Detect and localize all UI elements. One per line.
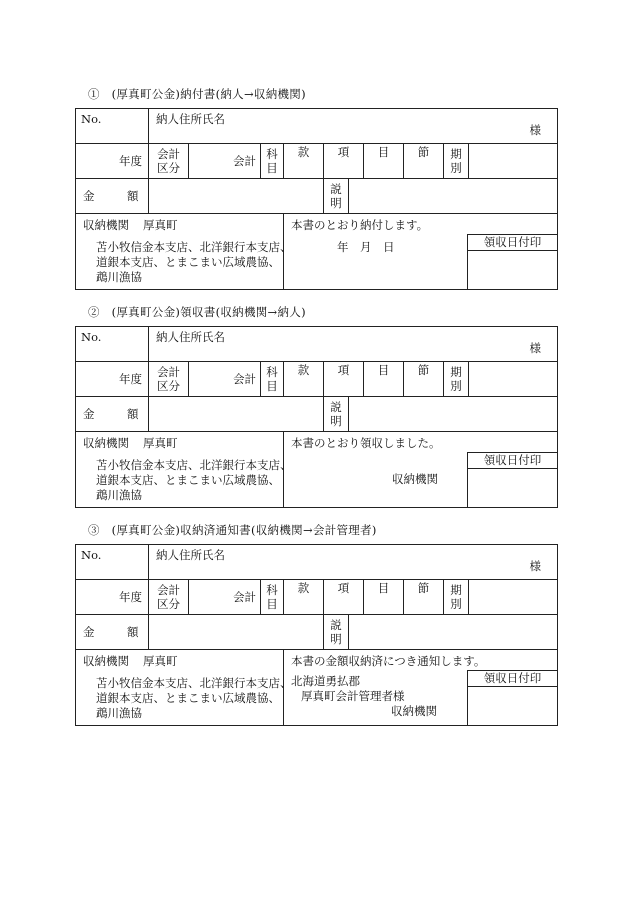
kaikei-kubun-cell	[149, 362, 189, 397]
right-cell	[284, 432, 558, 508]
bank-list	[96, 458, 301, 503]
no-label: No.	[81, 112, 102, 126]
kibetsu-value-cell[interactable]	[469, 580, 558, 615]
kibetsu-label-2: 別	[450, 597, 462, 611]
kaikei-kubun-label-1: 会計	[157, 147, 180, 161]
kin-label: 金	[83, 189, 95, 203]
kan-cell[interactable]	[284, 144, 324, 179]
kamoku-label-1: 科	[266, 583, 278, 597]
nendo-cell[interactable]	[76, 144, 149, 179]
sama-label: 様	[529, 559, 542, 573]
payer-label: 納人住所氏名	[156, 548, 225, 562]
kingaku-value-cell[interactable]	[149, 397, 324, 432]
kaikei-kubun-label-2: 区分	[157, 597, 180, 611]
bank-list	[96, 676, 301, 721]
address-line-3: 収納機関	[391, 704, 437, 718]
payer-label: 納人住所氏名	[156, 330, 225, 344]
kingaku-value-cell[interactable]	[149, 615, 324, 650]
payer-cell[interactable]	[149, 545, 558, 580]
payer-cell[interactable]	[149, 109, 558, 144]
town-label: 厚真町	[143, 436, 178, 450]
setsumei-label-2: 明	[330, 632, 342, 646]
kamoku-label-2: 目	[266, 597, 278, 611]
sama-label: 様	[529, 123, 542, 137]
kamoku-cell	[261, 362, 284, 397]
kingaku-value-cell[interactable]	[149, 179, 324, 214]
kaikei-cell[interactable]	[189, 362, 261, 397]
moku-label: 目	[377, 363, 390, 377]
setsu-cell[interactable]	[404, 362, 444, 397]
nendo-cell[interactable]	[76, 580, 149, 615]
setsumei-label-1: 説	[330, 618, 342, 632]
kibetsu-cell	[444, 362, 469, 397]
bank-list	[96, 240, 301, 285]
bank-line-2: 道銀本支店、とまこまい広域農協、	[96, 473, 280, 487]
gaku-label: 額	[127, 625, 139, 639]
nendo-label: 年度	[119, 153, 142, 168]
kibetsu-cell	[444, 580, 469, 615]
moku-label: 目	[377, 581, 390, 595]
kibetsu-label-1: 期	[450, 365, 462, 379]
kamoku-label-2: 目	[266, 379, 278, 393]
right-message: 本書のとおり納付します。	[291, 218, 429, 232]
kan-cell[interactable]	[284, 362, 324, 397]
shuno-kikan-label: 収納機関	[83, 436, 129, 450]
kou-cell[interactable]	[324, 144, 364, 179]
form2-title: ② (厚真町公金)領収書(収納機関→納人)	[88, 305, 306, 319]
moku-label: 目	[377, 145, 390, 159]
moku-cell[interactable]	[364, 362, 404, 397]
form2-table	[75, 326, 558, 508]
kamoku-label-1: 科	[266, 147, 278, 161]
kibetsu-label-1: 期	[450, 583, 462, 597]
setsumei-label-cell	[324, 615, 349, 649]
bank-line-2: 道銀本支店、とまこまい広域農協、	[96, 255, 280, 269]
setsumei-area	[324, 179, 558, 214]
kaikei-cell[interactable]	[189, 580, 261, 615]
kaikei-kubun-label-2: 区分	[157, 379, 180, 393]
kin-label: 金	[83, 625, 95, 639]
payer-cell[interactable]	[149, 327, 558, 362]
setsumei-area	[324, 397, 558, 432]
kaikei-kubun-label-2: 区分	[157, 161, 180, 175]
no-cell	[76, 327, 149, 362]
address-line-2: 厚真町会計管理者様	[301, 689, 405, 703]
bank-line-1: 苫小牧信金本支店、北洋銀行本支店、	[96, 458, 292, 472]
moku-cell[interactable]	[364, 144, 404, 179]
kamoku-cell	[261, 580, 284, 615]
setsumei-label-1: 説	[330, 400, 342, 414]
nendo-label: 年度	[119, 589, 142, 604]
kaikei-kubun-cell	[149, 144, 189, 179]
payer-label: 納人住所氏名	[156, 112, 225, 126]
town-label: 厚真町	[143, 218, 178, 232]
setsu-label: 節	[417, 145, 430, 159]
bank-line-2: 道銀本支店、とまこまい広域農協、	[96, 691, 280, 705]
right-message: 本書の金額収納済につき通知します。	[291, 654, 486, 668]
form3-table	[75, 544, 558, 726]
moku-cell[interactable]	[364, 580, 404, 615]
shuno-cell	[76, 214, 292, 290]
kingaku-cell	[76, 397, 149, 432]
kou-cell[interactable]	[324, 362, 364, 397]
form1-title: ① (厚真町公金)納付書(納人→収納機関)	[88, 87, 306, 101]
kou-label: 項	[337, 581, 350, 595]
kingaku-cell	[76, 615, 149, 650]
no-cell	[76, 545, 149, 580]
nendo-cell[interactable]	[76, 362, 149, 397]
shuno-kikan-label: 収納機関	[83, 654, 129, 668]
form1	[75, 108, 557, 290]
setsu-cell[interactable]	[404, 580, 444, 615]
kibetsu-value-cell[interactable]	[469, 144, 558, 179]
gaku-label: 額	[127, 189, 139, 203]
bank-line-1: 苫小牧信金本支店、北洋銀行本支店、	[96, 240, 292, 254]
kibetsu-value-cell[interactable]	[469, 362, 558, 397]
kaikei-label: 会計	[233, 371, 256, 386]
kaikei-label: 会計	[233, 589, 256, 604]
address-block	[291, 674, 437, 719]
setsu-cell[interactable]	[404, 144, 444, 179]
kou-label: 項	[337, 363, 350, 377]
nendo-label: 年度	[119, 371, 142, 386]
sama-label: 様	[529, 341, 542, 355]
setsumei-label-cell	[324, 397, 349, 431]
kaikei-kubun-label-1: 会計	[157, 583, 180, 597]
stamp-box	[467, 234, 557, 290]
kan-label: 款	[297, 145, 310, 159]
kaikei-kubun-label-1: 会計	[157, 365, 180, 379]
kan-label: 款	[297, 363, 310, 377]
kingaku-cell	[76, 179, 149, 214]
setsumei-label-2: 明	[330, 196, 342, 210]
kibetsu-label-2: 別	[450, 161, 462, 175]
shuno-cell	[76, 432, 292, 508]
shuno-kikan-label: 収納機関	[83, 218, 129, 232]
kou-label: 項	[337, 145, 350, 159]
kin-label: 金	[83, 407, 95, 421]
stamp-label: 領収日付印	[468, 453, 557, 469]
no-label: No.	[81, 330, 102, 344]
right-cell	[284, 650, 558, 726]
kibetsu-label-2: 別	[450, 379, 462, 393]
setsumei-label-cell	[324, 179, 349, 213]
setsu-label: 節	[417, 363, 430, 377]
kibetsu-label-1: 期	[450, 147, 462, 161]
shuno-cell	[76, 650, 292, 726]
kan-label: 款	[297, 581, 310, 595]
kaikei-cell[interactable]	[189, 144, 261, 179]
org-label: 収納機関	[392, 472, 438, 486]
bank-line-3: 鵡川漁協	[96, 706, 142, 720]
stamp-box	[467, 670, 557, 726]
kamoku-cell	[261, 144, 284, 179]
right-cell	[284, 214, 558, 290]
form3	[75, 544, 557, 726]
kamoku-label-2: 目	[266, 161, 278, 175]
no-label: No.	[81, 548, 102, 562]
form3-title: ③ (厚真町公金)収納済通知書(収納機関→会計管理者)	[88, 523, 377, 537]
stamp-label: 領収日付印	[468, 671, 557, 687]
setsumei-label-2: 明	[330, 414, 342, 428]
setsumei-label-1: 説	[330, 182, 342, 196]
address-line-1: 北海道勇払郡	[291, 674, 360, 688]
bank-line-3: 鵡川漁協	[96, 488, 142, 502]
kou-cell[interactable]	[324, 580, 364, 615]
form2	[75, 326, 557, 508]
form1-table	[75, 108, 558, 290]
town-label: 厚真町	[143, 654, 178, 668]
gaku-label: 額	[127, 407, 139, 421]
bank-line-3: 鵡川漁協	[96, 270, 142, 284]
kan-cell[interactable]	[284, 580, 324, 615]
no-cell	[76, 109, 149, 144]
stamp-box	[467, 452, 557, 508]
date-label[interactable]: 年 月 日	[337, 240, 395, 254]
kaikei-label: 会計	[233, 153, 256, 168]
kamoku-label-1: 科	[266, 365, 278, 379]
setsumei-area	[324, 615, 558, 650]
stamp-label: 領収日付印	[468, 235, 557, 251]
kibetsu-cell	[444, 144, 469, 179]
right-message: 本書のとおり領収しました。	[291, 436, 441, 450]
bank-line-1: 苫小牧信金本支店、北洋銀行本支店、	[96, 676, 292, 690]
kaikei-kubun-cell	[149, 580, 189, 615]
setsu-label: 節	[417, 581, 430, 595]
